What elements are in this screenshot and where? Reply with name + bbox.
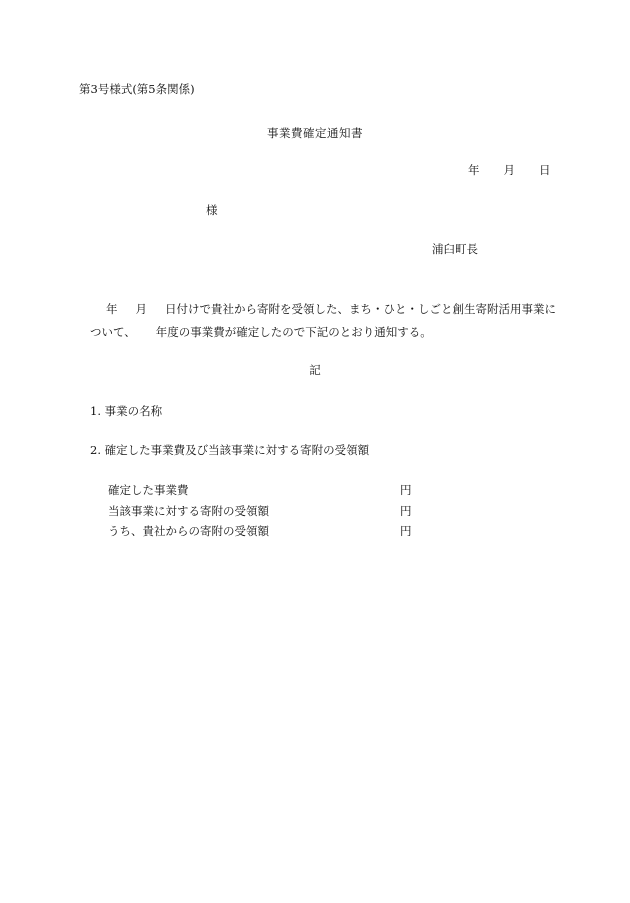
amount-unit-company-donation: 円 bbox=[400, 524, 412, 538]
amount-unit-confirmed-cost: 円 bbox=[400, 483, 412, 497]
date-day-label: 日 bbox=[539, 163, 551, 177]
addressee-suffix: 様 bbox=[206, 203, 218, 217]
date-line bbox=[468, 162, 551, 178]
body-month-label: 月 bbox=[135, 302, 147, 316]
amount-unit-donation-received: 円 bbox=[400, 504, 412, 518]
amount-label-confirmed-cost: 確定した事業費 bbox=[108, 483, 189, 497]
item-confirmed-cost: 2. 確定した事業費及び当該事業に対する寄附の受領額 bbox=[90, 443, 370, 457]
record-heading: 記 bbox=[309, 363, 321, 377]
form-number-label: 第3号様式(第5条関係) bbox=[79, 82, 195, 96]
sender-name: 浦臼町長 bbox=[432, 242, 478, 256]
document-title: 事業費確定通知書 bbox=[267, 126, 363, 140]
body-year-label: 年 bbox=[106, 302, 118, 316]
date-year-label: 年 bbox=[468, 163, 480, 177]
body-paragraph-line-2 bbox=[90, 324, 432, 340]
body-line-2-text: 年度の事業費が確定したので下記のとおり通知する。 bbox=[155, 325, 432, 339]
amount-label-company-donation: うち、貴社からの寄附の受領額 bbox=[108, 524, 269, 538]
body-line-1-text: 日付けで貴社から寄附を受領した、まち・ひと・しごと創生寄附活用事業に bbox=[165, 302, 556, 316]
body-paragraph-line-1 bbox=[106, 301, 556, 317]
date-month-label: 月 bbox=[503, 163, 515, 177]
item-project-name: 1. 事業の名称 bbox=[90, 404, 163, 418]
amount-label-donation-received: 当該事業に対する寄附の受領額 bbox=[108, 504, 269, 518]
body-line-2-start: ついて、 bbox=[90, 325, 136, 339]
